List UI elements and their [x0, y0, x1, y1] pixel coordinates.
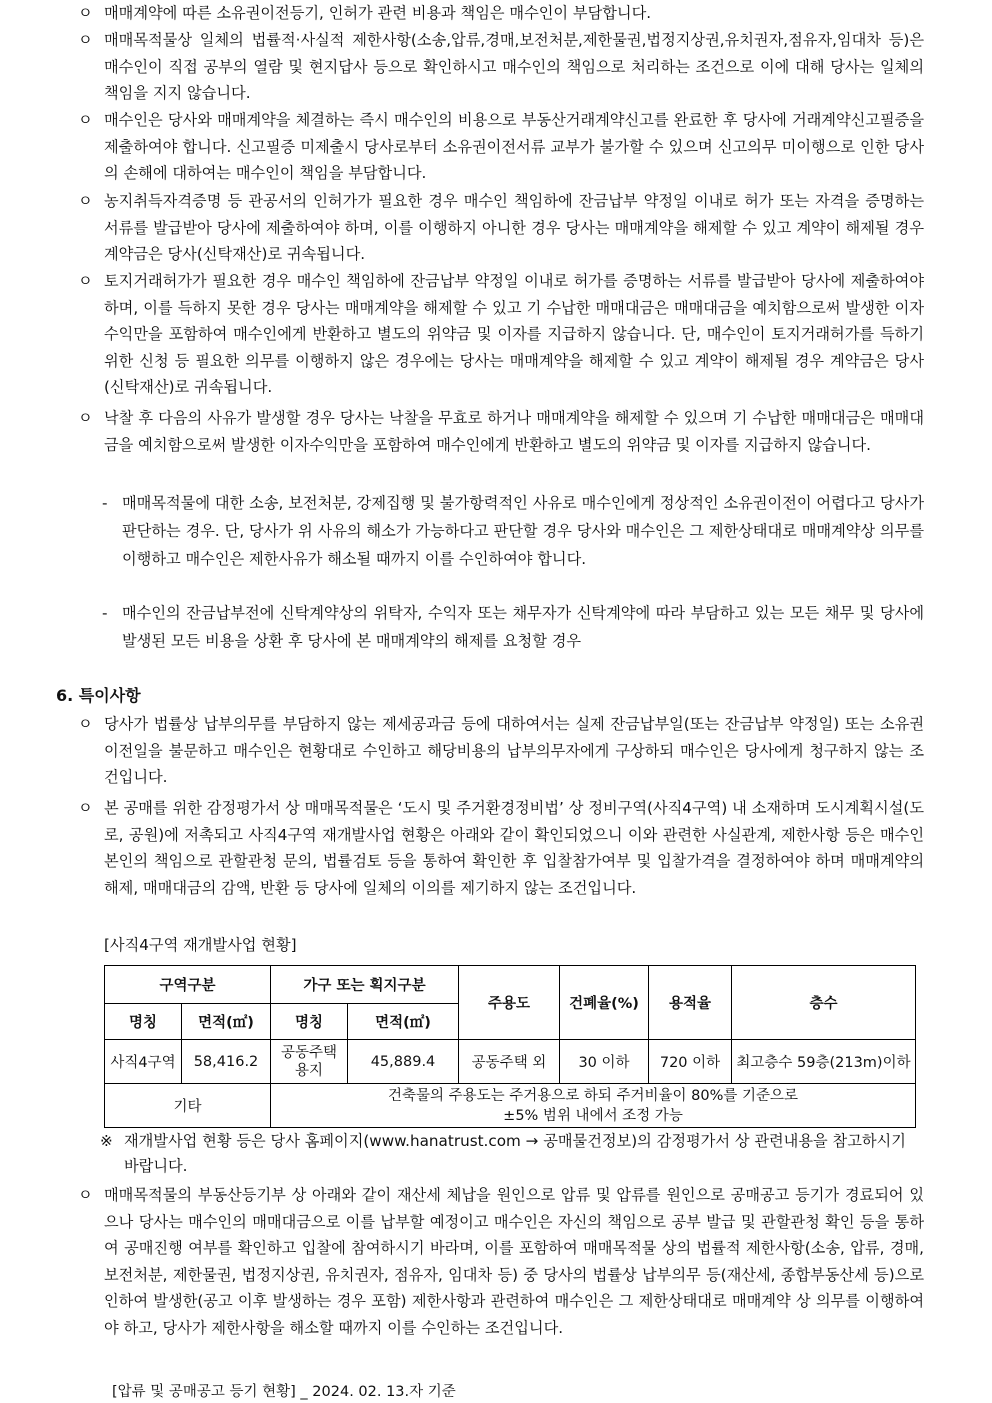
- cell-etc-text: [271, 1084, 916, 1128]
- header-zone: 구역구분: [105, 966, 271, 1004]
- clause-text: 매매계약에 따른 소유권이전등기, 인허가 관련 비용과 책임은 매수인이 부담합니다.: [104, 4, 652, 22]
- table-row-etc: [105, 1084, 916, 1128]
- bullet-marker: ㅇ: [78, 409, 93, 427]
- clause-text: 본 공매를 위한 감정평가서 상 매매목적물은 ‘도시 및 주거환경정비법’ 상 정비구역(사직4구역) 내 소재하며 도시계획시설(도로, 공원)에 저촉되고 사직4구역 재개발사업 현황은 아래와 같이 확인되었으니 이와 관련한 사실관계, 제한사항 등은 매수인 본인의 책임으로 관할관청 문의, 법률검토 등을 통하여 확인한 후 입찰참가여부 및 입찰가격을 결정하여야 하며 매매계약의 해제, 매매대금의 감액, 반환 등 당사에 일체의 이의를 제기하지 않는 조건입니다.: [104, 799, 924, 897]
- redevelopment-table: [104, 965, 916, 1128]
- bullet-marker: ㅇ: [78, 1186, 93, 1204]
- clause-text: 매매목적물의 부동산등기부 상 아래와 같이 재산세 체납을 원인으로 압류 및 압류를 원인으로 공매공고 등기가 경료되어 있으나 당사는 매수인의 매매대금으로 이를 납부할 예정이고 매수인은 자신의 책임으로 공부 발급 및 관할관청 확인 등을 통하여 공매진행 여부를 확인하고 입찰에 참여하시기 바라며, 이를 포함하여 매매목적물 상의 법률적 제한사항(소송, 압류, 경매, 보전처분, 제한물권, 법정지상권, 유치권자, 점유자, 임대차 등) 중 당사의 법률상 납부의무 등(재산세, 종합부동산세 등)으로 인하여 발생한(공고 이후 발생하는 경우 포함) 제한사항과 관련하여 매수인은 그 제한상태대로 매매계약 상 의무를 이행하여야 하고, 당사가 제한사항을 해소할 때까지 이를 수인하는 조건입니다.: [104, 1186, 924, 1337]
- clause-text: 매수인은 당사와 매매계약을 체결하는 즉시 매수인의 비용으로 부동산거래계약신고를 완료한 후 당사에 거래계약신고필증을 제출하여야 합니다. 신고필증 미제출시 당사로부터 소유권이전서류 교부가 불가할 수 있으며 신고의무 미이행으로 인한 당사의 손해에 대하여는 매수인이 책임을 부담합니다.: [104, 111, 924, 182]
- header-name-2: 명칭: [271, 1004, 348, 1040]
- header-far: 용적율: [649, 966, 732, 1040]
- clause-text: 농지취득자격증명 등 관공서의 인허가가 필요한 경우 매수인 책임하에 잔금납부 약정일 이내로 허가 또는 자격을 증명하는 서류를 발급받아 당사에 제출하여야 하며, 이를 이행하지 아니한 경우 당사는 매매계약을 해제할 수 있고 계약이 해제될 경우 계약금은 당사(신탁재산)로 귀속됩니다.: [104, 192, 924, 263]
- note-marker: ※: [100, 1132, 113, 1150]
- header-household: 가구 또는 획지구분: [271, 966, 459, 1004]
- clause-3: [78, 107, 924, 187]
- header-name-1: 명칭: [105, 1004, 182, 1040]
- clause-6: [78, 405, 924, 458]
- table-row: [105, 1040, 916, 1084]
- sub-clause-2: [102, 600, 924, 656]
- bullet-marker: ㅇ: [78, 715, 93, 733]
- special-clause-2: [78, 795, 924, 901]
- header-use: 주용도: [459, 966, 560, 1040]
- bullet-marker: ㅇ: [78, 192, 93, 210]
- table-header-row: [105, 966, 916, 1004]
- bullet-marker: ㅇ: [78, 31, 93, 49]
- cell-zone-name: 사직4구역: [105, 1040, 182, 1084]
- cell-far: 720 이하: [649, 1040, 732, 1084]
- etc-text-line-2: ±5% 범위 내에서 조정 가능: [503, 1107, 683, 1124]
- clause-4: [78, 188, 924, 268]
- reference-note: [100, 1129, 920, 1179]
- clause-text: 토지거래허가가 필요한 경우 매수인 책임하에 잔금납부 약정일 이내로 허가를 증명하는 서류를 발급받아 당사에 제출하여야 하며, 이를 득하지 못한 경우 당사는 매매계약을 해제할 수 있고 기 수납한 매매대금은 매매대금을 예치함으로써 발생한 이자수익만을 포함하여 매수인에게 반환하고 별도의 위약금 및 이자를 지급하지 않습니다. 단, 매수인이 토지거래허가를 득하기 위한 신청 등 필요한 의무를 이행하지 않은 경우에는 당사는 매매계약을 해제할 수 있고 계약이 해제될 경우 계약금은 당사(신탁재산)로 귀속됩니다.: [104, 272, 924, 396]
- bullet-marker: ㅇ: [78, 111, 93, 129]
- bullet-marker: ㅇ: [78, 799, 93, 817]
- header-area-1: 면적(㎡): [182, 1004, 271, 1040]
- cell-etc-label: 기타: [105, 1084, 271, 1128]
- special-clause-3: [78, 1182, 924, 1341]
- clause-1: [78, 0, 924, 27]
- clause-text: 매매목적물상 일체의 법률적·사실적 제한사항(소송,압류,경매,보전처분,제한물권,법정지상권,유치권자,점유자,임대차 등)은 매수인이 직접 공부의 열람 및 현지답사 등으로 확인하시고 매수인의 책임으로 처리하는 조건으로 이에 대해 당사는 일체의 책임을 지지 않습니다.: [104, 31, 924, 102]
- seizure-status-caption: [압류 및 공매공고 등기 현황] _ 2024. 02. 13.자 기준: [112, 1384, 456, 1400]
- clause-2: [78, 27, 924, 107]
- etc-text-line-1: 건축물의 주용도는 주거용으로 하되 주거비율이 80%를 기준으로: [387, 1087, 799, 1104]
- cell-lot-area: 45,889.4: [348, 1040, 459, 1084]
- table-caption: [사직4구역 재개발사업 현황]: [104, 936, 297, 954]
- sub-clause-text: 매수인의 잔금납부전에 신탁계약상의 위탁자, 수익자 또는 채무자가 신탁계약에 따라 부담하고 있는 모든 채무 및 당사에 발생된 모든 비용을 상환 후 당사에 본 매매계약의 해제를 요청할 경우: [122, 604, 924, 650]
- dash-marker: -: [102, 494, 108, 512]
- clause-5: [78, 268, 924, 401]
- header-area-2: 면적(㎡): [348, 1004, 459, 1040]
- special-clause-1: [78, 711, 924, 791]
- header-floors: 층수: [732, 966, 916, 1040]
- header-bcr: 건폐율(%): [560, 966, 649, 1040]
- cell-floors: 최고층수 59층(213m)이하: [732, 1040, 916, 1084]
- bullet-marker: ㅇ: [78, 272, 93, 290]
- clause-text: 낙찰 후 다음의 사유가 발생할 경우 당사는 낙찰을 무효로 하거나 매매계약을 해제할 수 있으며 기 수납한 매매대금은 매매대금을 예치함으로써 발생한 이자수익만을 포함하여 매수인에게 반환하고 별도의 위약금 및 이자를 지급하지 않습니다.: [104, 409, 924, 454]
- cell-lot-name: 공동주택 용지: [271, 1040, 348, 1084]
- cell-use: 공동주택 외: [459, 1040, 560, 1084]
- cell-bcr: 30 이하: [560, 1040, 649, 1084]
- section-heading: 6. 특이사항: [56, 686, 141, 705]
- clause-text: 당사가 법률상 납부의무를 부담하지 않는 제세공과금 등에 대하여서는 실제 잔금납부일(또는 잔금납부 약정일) 또는 소유권이전일을 불문하고 매수인은 현황대로 수인하고 해당비용의 납부의무자에게 구상하되 매수인은 당사에게 청구하지 않는 조건입니다.: [104, 715, 924, 786]
- cell-zone-area: 58,416.2: [182, 1040, 271, 1084]
- dash-marker: -: [102, 604, 108, 622]
- sub-clause-1: [102, 490, 924, 573]
- note-text: 재개발사업 현황 등은 당사 홈페이지(www.hanatrust.com → 공매물건정보)의 감정평가서 상 관련내용을 참고하시기 바랍니다.: [124, 1132, 906, 1175]
- sub-clause-text: 매매목적물에 대한 소송, 보전처분, 강제집행 및 불가항력적인 사유로 매수인에게 정상적인 소유권이전이 어렵다고 당사가 판단하는 경우. 단, 당사가 위 사유의 해소가 가능하다고 판단할 경우 당사와 매수인은 그 제한상태대로 매매계약상 의무를 이행하고 매수인은 제한사유가 해소될 때까지 이를 수인하여야 합니다.: [122, 494, 924, 568]
- bullet-marker: ㅇ: [78, 4, 93, 22]
